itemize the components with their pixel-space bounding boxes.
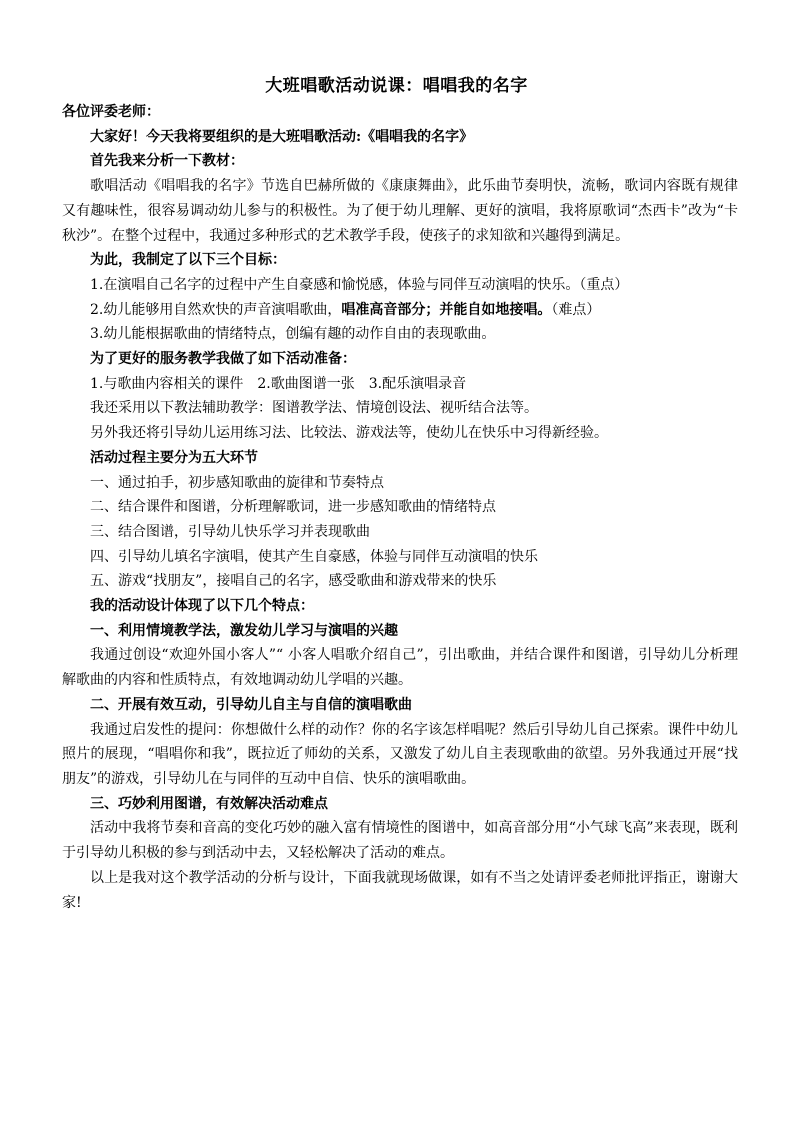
methods-line-2: 另外我还将引导幼儿运用练习法、比较法、游戏法等，使幼儿在快乐中习得新经验。 (90, 425, 608, 442)
process-heading: 活动过程主要分为五大环节 (90, 449, 258, 466)
process-step: 一、通过拍手，初步感知歌曲的旋律和节奏特点 (90, 474, 384, 491)
goals-heading: 为此，我制定了以下三个目标： (90, 252, 286, 269)
prep-heading: 为了更好的服务教学我做了如下活动准备： (90, 351, 356, 368)
document-body (62, 100, 738, 915)
goal-3: 3.幼儿能根据歌曲的情绪特点，创编有趣的动作自由的表现歌曲。 (90, 326, 496, 343)
goal-1: 1.在演唱自己名字的过程中产生自豪感和愉悦感，体验与同伴互动演唱的快乐。（重点） (90, 276, 629, 293)
methods-line-1: 我还采用以下教法辅助教学：图谱教学法、情境创设法、视听结合法等。 (90, 400, 538, 417)
goal-2-bold: 唱准高音部分；并能自如地接唱。 (341, 301, 552, 318)
closing-paragraph: 以上是我对这个教学活动的分析与设计，下面我就现场做课，如有不当之处请评委老师批评指正，谢谢大家! (62, 869, 738, 911)
analysis-paragraph: 歌唱活动《唱唱我的名字》节选自巴赫所做的《康康舞曲》，此乐曲节奏明快，流畅，歌词内容既有规律又有趣味性，很容易调动幼儿参与的积极性。为了便于幼儿理解、更好的演唱，我将原歌词“杰西卡”改为“卡秋沙”。在整个过程中，我通过多种形式的艺术教学手段，使孩子的求知欲和兴趣得到满足。 (62, 178, 738, 244)
prep-items: 1.与歌曲内容相关的课件 2.歌曲图谱一张 3.配乐演唱录音 (90, 375, 467, 392)
feature-paragraph: 我通过创设“欢迎外国小客人”“ 小客人唱歌介绍自己”，引出歌曲，并结合课件和图谱，引导幼儿分析理解歌曲的内容和性质特点，有效地调动幼儿学唱的兴趣。 (62, 647, 738, 689)
process-step: 四、引导幼儿填名字演唱，使其产生自豪感，体验与同伴互动演唱的快乐 (90, 548, 538, 565)
process-step: 五、游戏“找朋友”，接唱自己的名字，感受歌曲和游戏带来的快乐 (90, 573, 497, 590)
feature-paragraph: 我通过启发性的提问：你想做什么样的动作？你的名字该怎样唱呢？然后引导幼儿自己探索。课件中幼儿照片的展现，“唱唱你和我”，既拉近了师幼的关系，又激发了幼儿自主表现歌曲的欲望。另外我通过开展“找朋友”的游戏，引导幼儿在与同伴的互动中自信、快乐的演唱歌曲。 (62, 721, 738, 787)
feature-heading: 三、巧妙利用图谱，有效解决活动难点 (90, 795, 328, 812)
greeting: 大家好！今天我将要组织的是大班唱歌活动:《唱唱我的名字》 (90, 128, 474, 145)
goal-2 (62, 298, 738, 323)
feature-heading: 二、开展有效互动，引导幼儿自主与自信的演唱歌曲 (90, 696, 412, 713)
process-step: 三、结合图谱，引导幼儿快乐学习并表现歌曲 (90, 523, 370, 540)
features-heading: 我的活动设计体现了以下几个特点： (90, 598, 314, 615)
analysis-heading: 首先我来分析一下教材： (90, 153, 244, 170)
feature-paragraph: 活动中我将节奏和音高的变化巧妙的融入富有情境性的图谱中，如高音部分用“小气球飞高”来表现，既利于引导幼儿积极的参与到活动中去，又轻松解决了活动的难点。 (62, 820, 738, 862)
salutation: 各位评委老师： (62, 104, 160, 120)
goal-2-prefix: 2.幼儿能够用自然欢快的声音演唱歌曲， (90, 301, 342, 318)
goal-2-suffix: （难点） (551, 301, 601, 318)
feature-heading: 一、利用情境教学法，激发幼儿学习与演唱的兴趣 (90, 622, 398, 639)
process-step: 二、结合课件和图谱，分析理解歌词，进一步感知歌曲的情绪特点 (90, 499, 496, 516)
document-title: 大班唱歌活动说课：唱唱我的名字 (265, 76, 528, 96)
